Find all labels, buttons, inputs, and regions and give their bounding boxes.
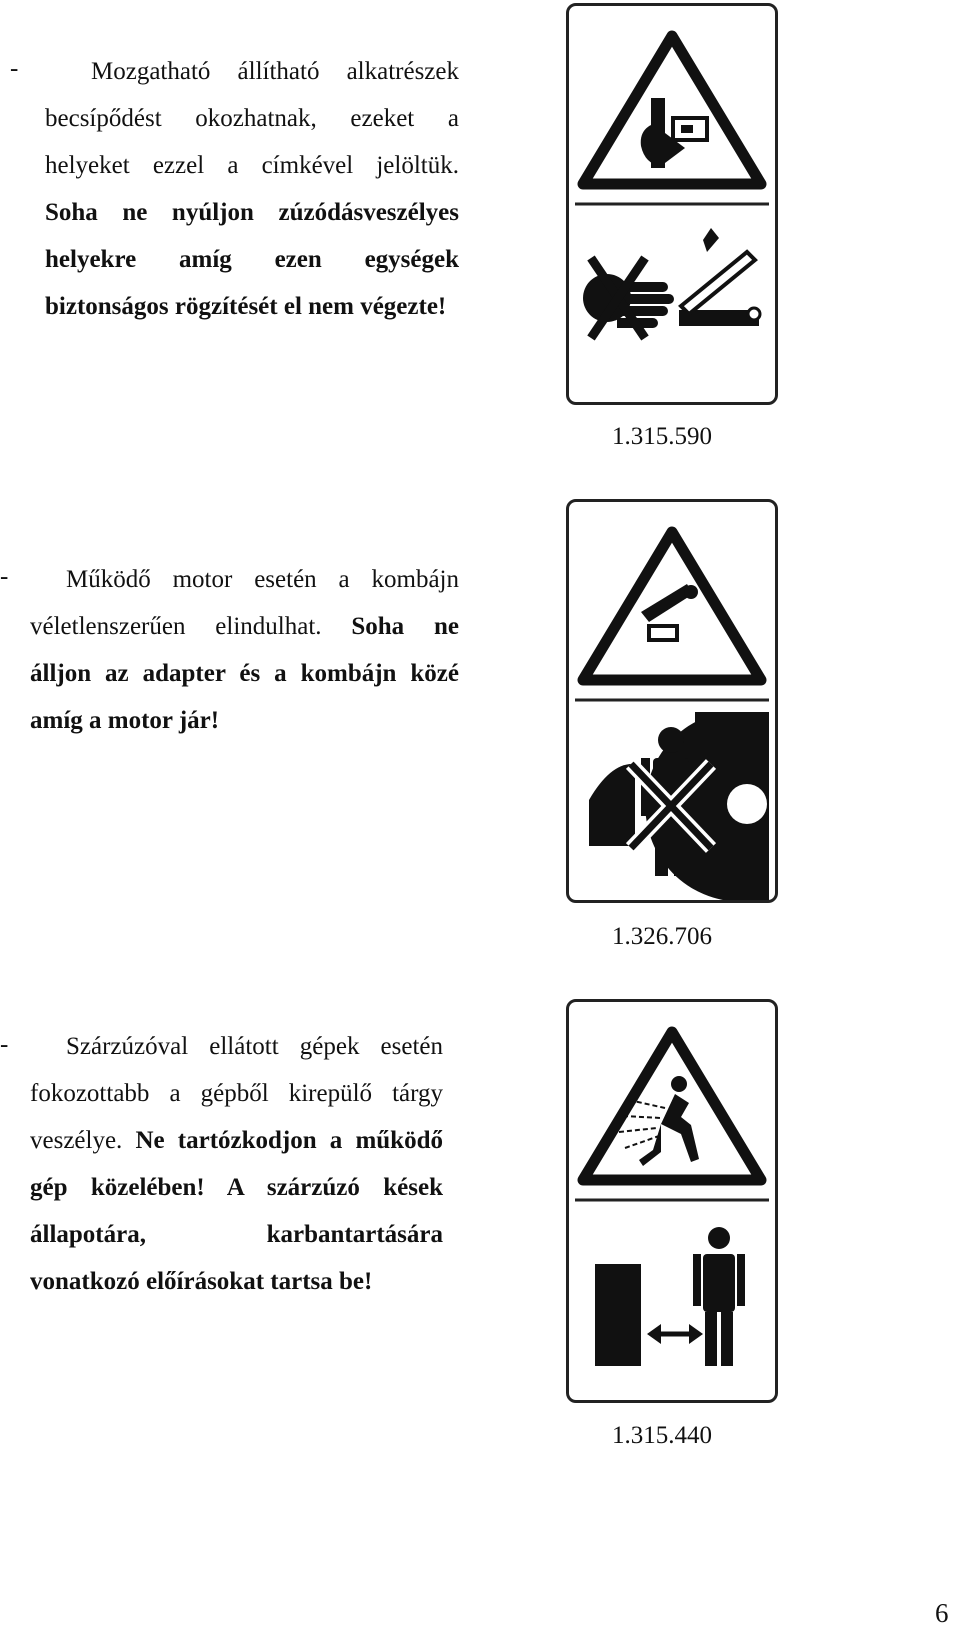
page-number: 6 bbox=[935, 1598, 949, 1628]
body-crush-warning-icon bbox=[583, 532, 761, 680]
sign-code-3: 1.315.440 bbox=[612, 1422, 712, 1449]
section-3-text: Szárzúzóval ellátott gépek esetén fokozottabb a gépből kirepülő tárgy veszélye. Ne tartózkodjon a működő gép közelében! A szárzúzó kések állapotára, karbantartására vonatkozó előírásokat tartsa be! bbox=[30, 1033, 443, 1295]
section-1-text: Mozgatható állítható alkatrészek becsípődést okozhatnak, ezeket a helyeket ezzel a címkével jelöltük. Soha ne nyúljon zúzódásveszélyes helyekre amíg ezen egységek biztonságos rögzítését el nem végezte! bbox=[45, 58, 459, 320]
section-1-dash: - bbox=[10, 55, 19, 82]
sign-code-1: 1.315.590 bbox=[612, 423, 712, 450]
no-standing-between-machines-icon bbox=[589, 712, 769, 900]
keep-safe-distance-icon bbox=[595, 1227, 745, 1366]
hand-crush-warning-icon bbox=[583, 36, 761, 184]
section-2-text: Működő motor esetén a kombájn véletlenszerűen elindulhat. Soha ne álljon az adapter és a kombájn közé amíg a motor jár! bbox=[30, 566, 459, 734]
section-2-dash: - bbox=[0, 563, 9, 590]
safety-sign-3 bbox=[566, 999, 778, 1403]
section-3-dash: - bbox=[0, 1031, 9, 1058]
safety-sign-2 bbox=[566, 499, 778, 903]
sign-code-2: 1.326.706 bbox=[612, 923, 712, 950]
no-hand-pinch-hinge-icon bbox=[583, 228, 760, 338]
safety-sign-1 bbox=[566, 3, 778, 405]
flying-objects-warning-icon bbox=[583, 1032, 761, 1180]
